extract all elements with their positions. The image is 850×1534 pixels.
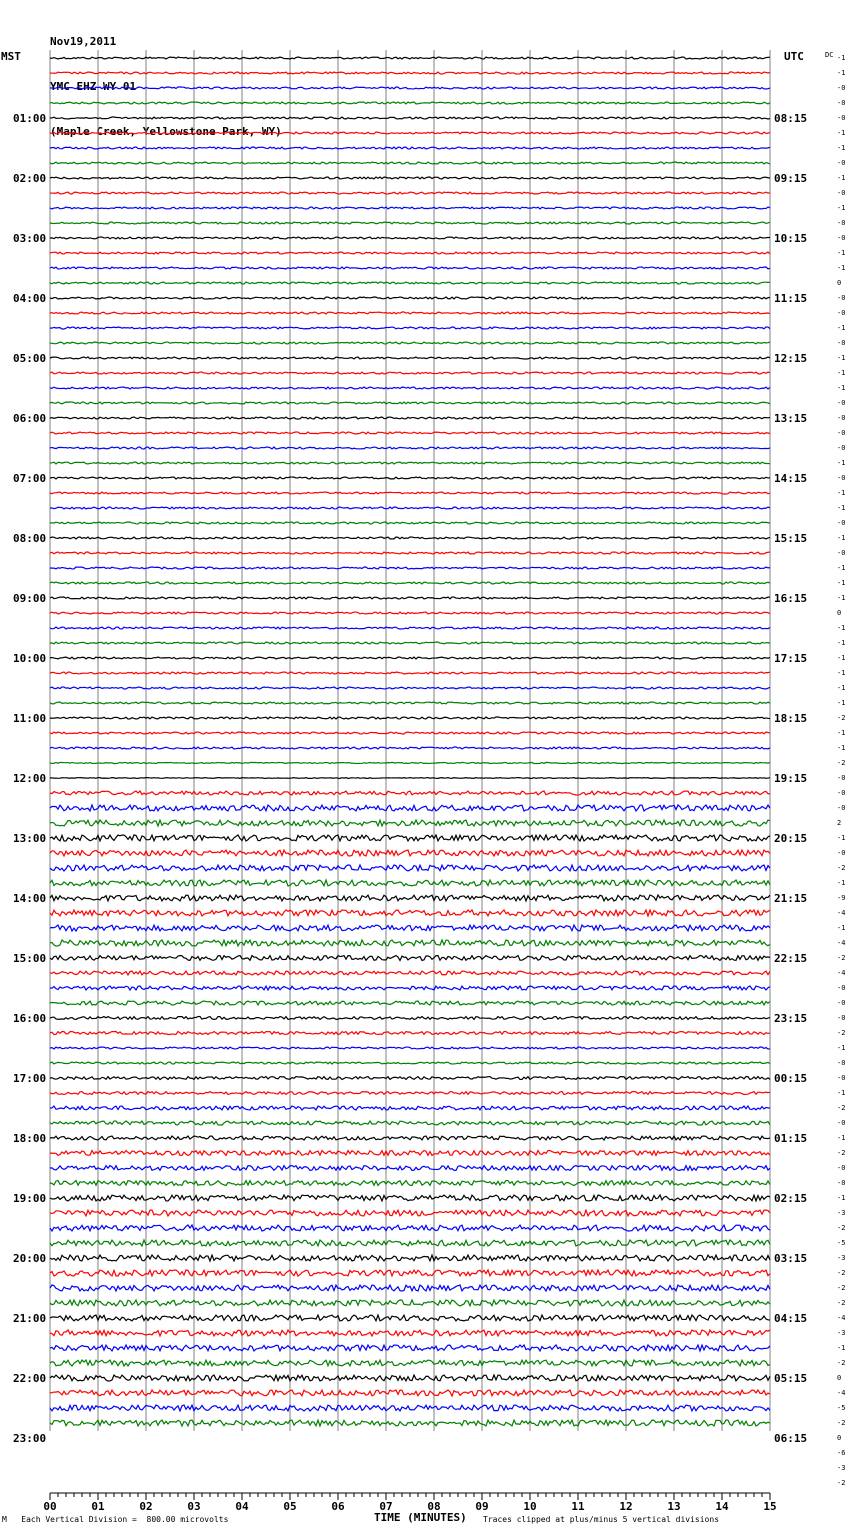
utc-hour-label: 03:15 xyxy=(774,1252,808,1265)
trace-line xyxy=(50,582,770,584)
grid-lines xyxy=(50,50,770,1431)
trace-line xyxy=(50,207,770,209)
trace-line xyxy=(50,327,770,329)
trace-line xyxy=(50,72,770,74)
dc-offset-label: -3 xyxy=(837,1464,846,1472)
mst-hour-label: 15:00 xyxy=(13,952,47,965)
trace-line xyxy=(50,732,770,734)
mst-hour-label: 14:00 xyxy=(13,892,47,905)
trace-line xyxy=(50,1390,770,1396)
trace-line xyxy=(50,1017,770,1020)
dc-offset-label: -1 xyxy=(837,639,846,647)
dc-offset-label: 0 xyxy=(837,279,842,287)
mst-hour-labels xyxy=(13,112,46,1445)
dc-offset-label: -1 xyxy=(837,369,846,377)
trace-line xyxy=(50,791,770,795)
trace-line xyxy=(50,1077,770,1080)
utc-hour-label: 02:15 xyxy=(774,1192,808,1205)
trace-line xyxy=(50,1047,770,1049)
trace-line xyxy=(50,1375,770,1381)
dc-offset-label: -4 xyxy=(837,969,846,977)
trace-line xyxy=(50,627,770,629)
trace-line xyxy=(50,1032,770,1035)
trace-line xyxy=(50,462,770,464)
trace-line xyxy=(50,850,770,856)
dc-offset-label: -0 xyxy=(837,774,846,782)
mst-hour-label: 11:00 xyxy=(13,712,47,725)
dc-offset-label: -1 xyxy=(837,684,846,692)
station-location: (Maple Creek, Yellowstone Park, WY) xyxy=(50,125,282,138)
mst-hour-label: 10:00 xyxy=(13,652,47,665)
dc-offset-label: -5 xyxy=(837,1404,846,1412)
trace-line xyxy=(50,1285,770,1291)
dc-offset-label: -0 xyxy=(837,189,846,197)
trace-line xyxy=(50,642,770,644)
dc-offset-label: -2 xyxy=(837,1479,846,1487)
mst-hour-label: 22:00 xyxy=(13,1372,47,1385)
dc-offset-label: -1 xyxy=(837,489,846,497)
dc-offset-label: 0 xyxy=(837,1434,842,1442)
utc-hour-label: 17:15 xyxy=(774,652,808,665)
dc-offset-label: -6 xyxy=(837,1449,846,1457)
utc-hour-label: 00:15 xyxy=(774,1072,808,1085)
trace-line xyxy=(50,102,770,104)
utc-hour-label: 23:15 xyxy=(774,1012,808,1025)
trace-line xyxy=(50,880,770,886)
trace-line xyxy=(50,1062,770,1064)
dc-offset-label: 0 xyxy=(837,1374,842,1382)
dc-offset-label: -2 xyxy=(837,1419,846,1427)
x-tick-label: 01 xyxy=(91,1500,105,1513)
dc-offset-label: -0 xyxy=(837,1059,846,1067)
dc-offset-label: 0 xyxy=(837,609,842,617)
dc-offset-label: -0 xyxy=(837,999,846,1007)
trace-line xyxy=(50,537,770,539)
dc-offset-label: -2 xyxy=(837,954,846,962)
dc-offset-label: -0 xyxy=(837,1074,846,1082)
dc-offset-label: -3 xyxy=(837,1329,846,1337)
dc-offset-label: -0 xyxy=(837,414,846,422)
trace-line xyxy=(50,895,770,901)
trace-line xyxy=(50,925,770,931)
utc-hour-label: 12:15 xyxy=(774,352,808,365)
dc-offset-label: -0 xyxy=(837,429,846,437)
dc-offset-label: 2 xyxy=(837,819,842,827)
dc-offset-label: -1 xyxy=(837,459,846,467)
x-tick-label: 14 xyxy=(715,1500,729,1513)
dc-offset-label: -1 xyxy=(837,69,846,77)
dc-offset-label: -4 xyxy=(837,909,846,917)
trace-line xyxy=(50,612,770,614)
trace-line xyxy=(50,357,770,359)
mst-hour-label: 08:00 xyxy=(13,532,47,545)
utc-hour-label: 22:15 xyxy=(774,952,808,965)
dc-offset-label: -0 xyxy=(837,519,846,527)
trace-line xyxy=(50,1106,770,1110)
trace-line xyxy=(50,971,770,975)
dc-offset-label: -1 xyxy=(837,624,846,632)
dc-offset-label: -1 xyxy=(837,1089,846,1097)
dc-offset-label: -1 xyxy=(837,729,846,737)
dc-offset-label: -1 xyxy=(837,204,846,212)
mst-hour-label: 12:00 xyxy=(13,772,47,785)
dc-offset-label: -1 xyxy=(837,1344,846,1352)
trace-line xyxy=(50,835,770,841)
utc-hour-label: 21:15 xyxy=(774,892,808,905)
dc-label: DC xyxy=(825,51,834,59)
trace-line xyxy=(50,747,770,749)
trace-line xyxy=(50,1330,770,1336)
mst-hour-label: 18:00 xyxy=(13,1132,47,1145)
trace-line xyxy=(50,552,770,554)
scale-note xyxy=(2,1515,228,1524)
trace-line xyxy=(50,687,770,689)
utc-hour-label: 09:15 xyxy=(774,172,808,185)
dc-offset-label: -1 xyxy=(837,249,846,257)
dc-offset-label: -1 xyxy=(837,384,846,392)
mst-hour-label: 19:00 xyxy=(13,1192,47,1205)
station-code: YMC EHZ WY 01 xyxy=(50,80,137,93)
trace-line xyxy=(50,162,770,164)
trace-line xyxy=(50,1210,770,1216)
trace-line xyxy=(50,820,770,826)
trace-line xyxy=(50,567,770,569)
dc-offset-label: -2 xyxy=(837,1284,846,1292)
x-tick-label: 12 xyxy=(619,1500,633,1513)
utc-hour-label: 15:15 xyxy=(774,532,808,545)
dc-offset-label: -4 xyxy=(837,1314,846,1322)
trace-line xyxy=(50,342,770,344)
trace-line xyxy=(50,222,770,224)
trace-line xyxy=(50,910,770,916)
dc-offset-label: -3 xyxy=(837,1209,846,1217)
trace-line xyxy=(50,447,770,449)
trace-line xyxy=(50,865,770,871)
trace-line xyxy=(50,702,770,704)
dc-offset-label: -0 xyxy=(837,1119,846,1127)
dc-offset-label: -2 xyxy=(837,1269,846,1277)
trace-line xyxy=(50,986,770,990)
trace-line xyxy=(50,657,770,659)
trace-line xyxy=(50,492,770,494)
dc-offset-label: -3 xyxy=(837,1254,846,1262)
trace-line xyxy=(50,1270,770,1276)
dc-offset-label: -2 xyxy=(837,864,846,872)
footer-mark: M xyxy=(2,1515,7,1524)
dc-offset-label: -0 xyxy=(837,234,846,242)
trace-line xyxy=(50,1225,770,1231)
trace-line xyxy=(50,1255,770,1261)
x-tick-label: 08 xyxy=(427,1500,441,1513)
dc-offset-label: -0 xyxy=(837,219,846,227)
x-tick-label: 05 xyxy=(283,1500,297,1513)
x-tick-label: 13 xyxy=(667,1500,681,1513)
utc-hour-label: 18:15 xyxy=(774,712,808,725)
time-axis xyxy=(43,1493,776,1513)
dc-offset-label: -2 xyxy=(837,1359,846,1367)
trace-line xyxy=(50,432,770,434)
mst-hour-label: 05:00 xyxy=(13,352,47,365)
dc-offset-label: -1 xyxy=(837,579,846,587)
utc-hour-label: 14:15 xyxy=(774,472,808,485)
dc-offset-label: -0 xyxy=(837,99,846,107)
dc-offset-label: -1 xyxy=(837,564,846,572)
dc-offset-label: -2 xyxy=(837,1224,846,1232)
dc-offset-label: -1 xyxy=(837,129,846,137)
trace-line xyxy=(50,507,770,509)
dc-offset-label: -2 xyxy=(837,1029,846,1037)
trace-line xyxy=(50,956,770,961)
trace-line xyxy=(50,312,770,314)
utc-hour-labels xyxy=(774,112,807,1445)
utc-hour-label: 05:15 xyxy=(774,1372,808,1385)
dc-offset-label: -0 xyxy=(837,474,846,482)
utc-hour-label: 08:15 xyxy=(774,112,808,125)
dc-offset-label: -2 xyxy=(837,1149,846,1157)
trace-line xyxy=(50,1360,770,1366)
dc-offset-label: -1 xyxy=(837,744,846,752)
trace-line xyxy=(50,372,770,374)
utc-hour-label: 06:15 xyxy=(774,1432,808,1445)
dc-offset-label: -0 xyxy=(837,984,846,992)
trace-line xyxy=(50,597,770,599)
dc-offset-label: -0 xyxy=(837,804,846,812)
x-tick-label: 04 xyxy=(235,1500,249,1513)
mst-hour-label: 21:00 xyxy=(13,1312,47,1325)
dc-offset-label: -1 xyxy=(837,879,846,887)
trace-line xyxy=(50,117,770,119)
trace-line xyxy=(50,805,770,811)
trace-line xyxy=(50,1315,770,1321)
x-tick-label: 10 xyxy=(523,1500,537,1513)
dc-offset-label: -1 xyxy=(837,594,846,602)
trace-line xyxy=(50,1420,770,1426)
dc-offset-label: -1 xyxy=(837,654,846,662)
trace-line xyxy=(50,778,770,779)
utc-hour-label: 16:15 xyxy=(774,592,808,605)
trace-line xyxy=(50,762,770,763)
dc-offset-label: -4 xyxy=(837,939,846,947)
dc-offset-label: -1 xyxy=(837,54,846,62)
clip-note: Traces clipped at plus/minus 5 vertical divisions xyxy=(483,1515,720,1524)
trace-line xyxy=(50,477,770,479)
dc-offset-label: -0 xyxy=(837,1164,846,1172)
trace-line xyxy=(50,57,770,59)
trace-line xyxy=(50,717,770,719)
x-tick-label: 11 xyxy=(571,1500,585,1513)
dc-offset-label: -0 xyxy=(837,789,846,797)
x-tick-label: 03 xyxy=(187,1500,201,1513)
trace-line xyxy=(50,1151,770,1156)
dc-offset-label: -1 xyxy=(837,1134,846,1142)
trace-line xyxy=(50,1166,770,1171)
utc-hour-label: 10:15 xyxy=(774,232,808,245)
trace-line xyxy=(50,252,770,254)
dc-offset-label: -0 xyxy=(837,549,846,557)
trace-line xyxy=(50,1181,770,1186)
x-tick-label: 15 xyxy=(763,1500,777,1513)
x-tick-label: 09 xyxy=(475,1500,489,1513)
dc-offset-label: -5 xyxy=(837,1239,846,1247)
dc-offset-label: -2 xyxy=(837,1104,846,1112)
trace-line xyxy=(50,1121,770,1125)
mst-hour-label: 03:00 xyxy=(13,232,47,245)
dc-offset-label: -1 xyxy=(837,834,846,842)
mst-hour-label: 06:00 xyxy=(13,412,47,425)
trace-line xyxy=(50,1405,770,1411)
dc-offset-label: -0 xyxy=(837,399,846,407)
mst-hour-label: 23:00 xyxy=(13,1432,47,1445)
dc-offset-label: -1 xyxy=(837,924,846,932)
dc-offset-label: -1 xyxy=(837,354,846,362)
dc-offset-label: -2 xyxy=(837,759,846,767)
utc-hour-label: 13:15 xyxy=(774,412,808,425)
mst-label: MST xyxy=(1,50,21,63)
mst-hour-label: 13:00 xyxy=(13,832,47,845)
dc-offset-label: -0 xyxy=(837,309,846,317)
utc-hour-label: 11:15 xyxy=(774,292,808,305)
dc-offset-label: -2 xyxy=(837,1299,846,1307)
dc-offset-label: -4 xyxy=(837,1389,846,1397)
trace-line xyxy=(50,672,770,674)
mst-hour-label: 17:00 xyxy=(13,1072,47,1085)
trace-line xyxy=(50,1240,770,1246)
dc-offset-label: -1 xyxy=(837,144,846,152)
utc-hour-label: 20:15 xyxy=(774,832,808,845)
utc-hour-label: 04:15 xyxy=(774,1312,808,1325)
utc-hour-label: 19:15 xyxy=(774,772,808,785)
utc-label: UTC xyxy=(784,50,804,63)
x-tick-label: 07 xyxy=(379,1500,393,1513)
mst-hour-label: 01:00 xyxy=(13,112,47,125)
dc-offset-label: -1 xyxy=(837,264,846,272)
trace-line xyxy=(50,387,770,389)
mst-hour-label: 16:00 xyxy=(13,1012,47,1025)
mst-hour-label: 20:00 xyxy=(13,1252,47,1265)
trace-line xyxy=(50,297,770,299)
dc-offset-label: -1 xyxy=(837,699,846,707)
trace-line xyxy=(50,417,770,419)
trace-line xyxy=(50,267,770,269)
dc-offset-label: -0 xyxy=(837,444,846,452)
x-tick-label: 06 xyxy=(331,1500,345,1513)
mst-hour-label: 04:00 xyxy=(13,292,47,305)
dc-offset-label: -0 xyxy=(837,339,846,347)
x-tick-label: 02 xyxy=(139,1500,153,1513)
x-tick-label: 00 xyxy=(43,1500,57,1513)
trace-line xyxy=(50,87,770,89)
trace-line xyxy=(50,1092,770,1095)
dc-offset-label: -0 xyxy=(837,294,846,302)
plot-date: Nov19,2011 xyxy=(50,35,117,48)
trace-line xyxy=(50,237,770,239)
dc-offset-label: -1 xyxy=(837,669,846,677)
dc-offset-label: -0 xyxy=(837,159,846,167)
trace-line xyxy=(50,1345,770,1351)
trace-line xyxy=(50,1300,770,1306)
trace-line xyxy=(50,402,770,404)
dc-offset-labels xyxy=(837,54,845,1487)
dc-offset-label: -1 xyxy=(837,174,846,182)
trace-line xyxy=(50,1001,770,1005)
dc-offset-label: -1 xyxy=(837,1044,846,1052)
trace-group xyxy=(50,57,770,1426)
dc-offset-label: -0 xyxy=(837,1014,846,1022)
vertical-scale-text: Each Vertical Division = 800.00 microvolts xyxy=(21,1515,229,1524)
trace-line xyxy=(50,132,770,134)
trace-line xyxy=(50,192,770,194)
dc-offset-label: -2 xyxy=(837,714,846,722)
x-axis-title: TIME (MINUTES) xyxy=(374,1511,467,1524)
trace-line xyxy=(50,147,770,149)
dc-offset-label: -1 xyxy=(837,534,846,542)
dc-offset-label: -1 xyxy=(837,504,846,512)
mst-hour-label: 09:00 xyxy=(13,592,47,605)
dc-offset-label: -0 xyxy=(837,114,846,122)
trace-line xyxy=(50,177,770,179)
trace-line xyxy=(50,1195,770,1201)
dc-offset-label: -0 xyxy=(837,849,846,857)
dc-offset-label: -1 xyxy=(837,1194,846,1202)
trace-line xyxy=(50,522,770,524)
dc-offset-label: -1 xyxy=(837,324,846,332)
dc-offset-label: -9 xyxy=(837,894,846,902)
trace-line xyxy=(50,282,770,284)
dc-offset-label: -0 xyxy=(837,1179,846,1187)
trace-line xyxy=(50,940,770,946)
trace-line xyxy=(50,1136,770,1140)
mst-hour-label: 07:00 xyxy=(13,472,47,485)
utc-hour-label: 01:15 xyxy=(774,1132,808,1145)
mst-hour-label: 02:00 xyxy=(13,172,47,185)
dc-offset-label: -0 xyxy=(837,84,846,92)
